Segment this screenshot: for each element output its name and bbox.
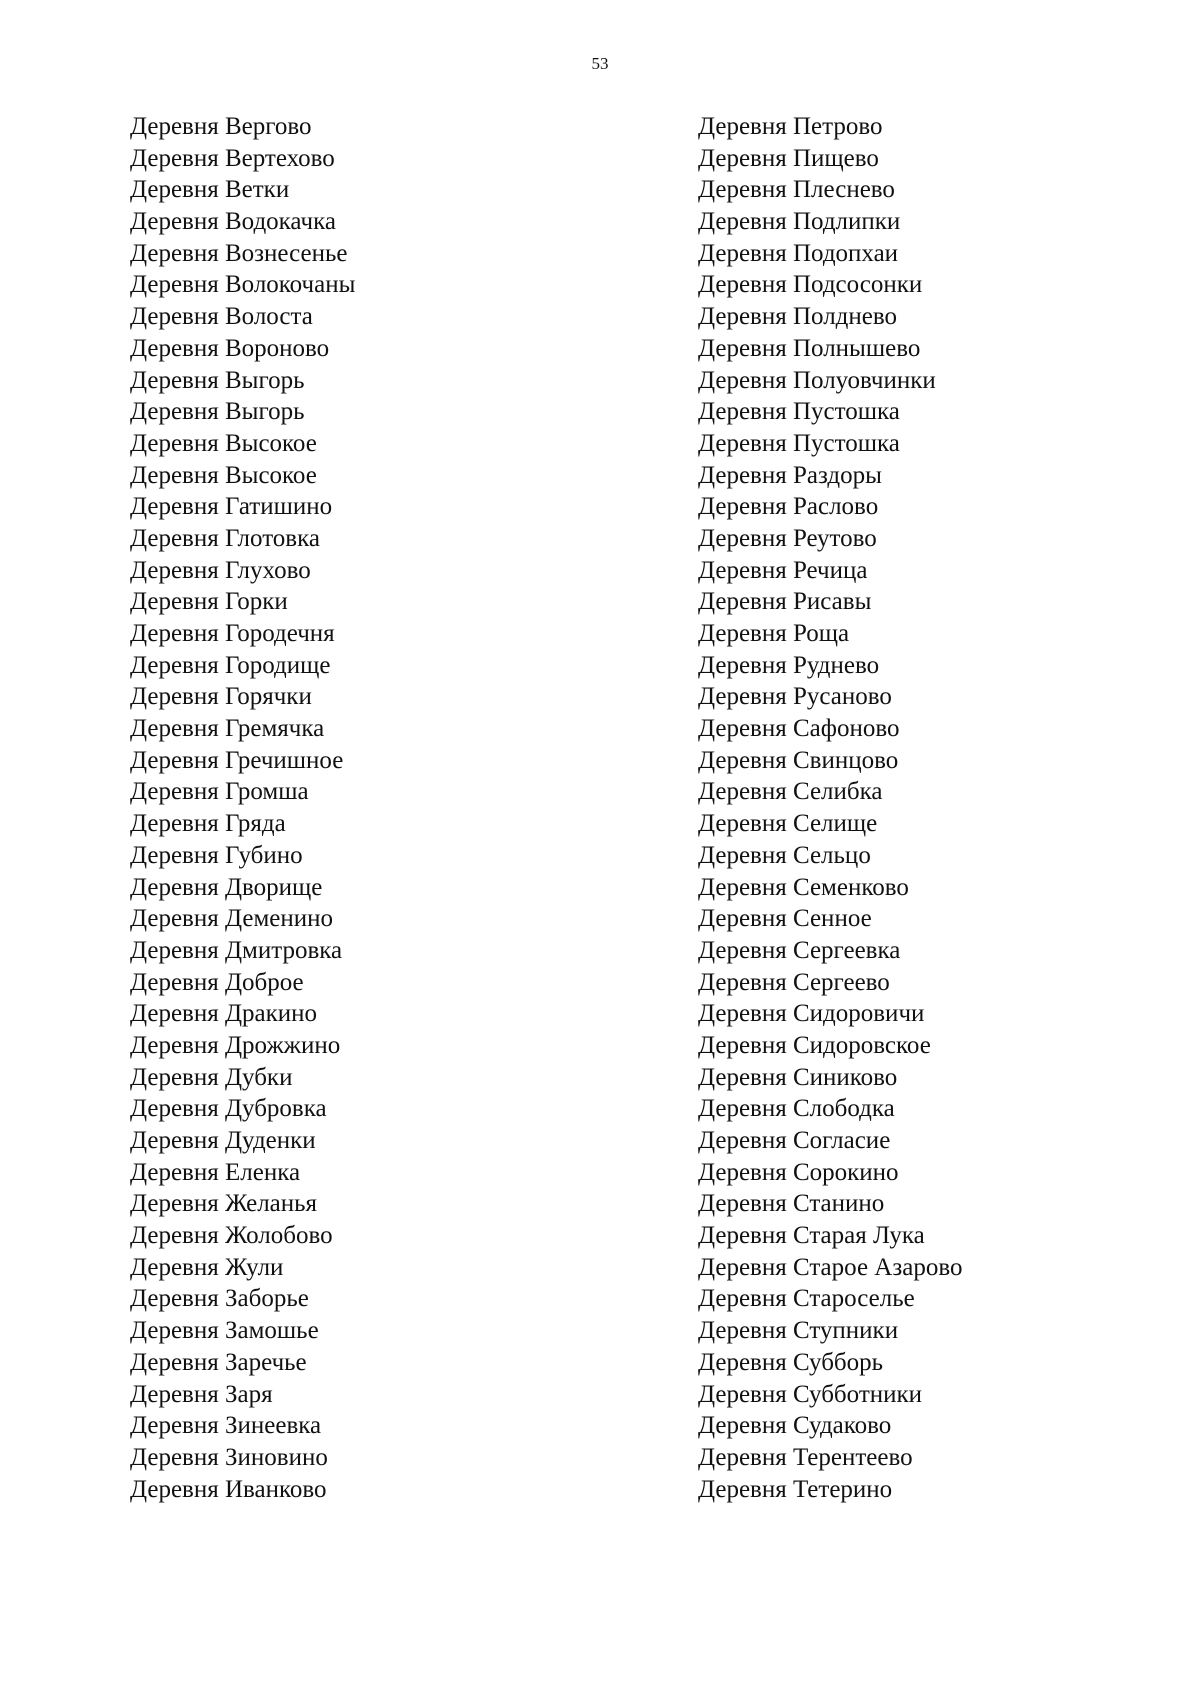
list-item: Деревня Сидоровичи <box>698 1000 925 1028</box>
list-item: Деревня Полднево <box>698 303 898 331</box>
list-item: Деревня Семенково <box>698 873 909 901</box>
list-item: Деревня Горячки <box>130 683 312 711</box>
list-item: Деревня Водокачка <box>130 208 336 236</box>
list-item: Деревня Дракино <box>130 1000 318 1028</box>
list-item: Деревня Плеснево <box>698 176 895 204</box>
list-item: Деревня Заря <box>130 1380 273 1408</box>
list-item: Деревня Раздоры <box>698 461 882 489</box>
list-item: Деревня Городечня <box>130 620 335 647</box>
list-item: Деревня Жули <box>130 1253 284 1281</box>
list-item: Деревня Станино <box>698 1190 885 1218</box>
right-column-list <box>698 111 1178 1505</box>
list-item: Деревня Петрово <box>698 113 883 140</box>
list-item: Деревня Деменино <box>130 905 333 933</box>
list-item: Деревня Глотовка <box>130 524 320 552</box>
list-item: Деревня Полнышево <box>698 334 921 362</box>
list-item: Деревня Пищево <box>698 144 879 172</box>
list-item: Деревня Дмитровка <box>130 936 343 964</box>
list-item: Деревня Городище <box>130 651 331 679</box>
list-item: Деревня Вознесенье <box>130 239 348 267</box>
list-item: Деревня Гремячка <box>130 715 325 743</box>
list-item: Деревня Ветки <box>130 176 290 204</box>
list-item: Деревня Дрожжино <box>130 1031 341 1059</box>
list-item: Деревня Терентеево <box>698 1443 913 1471</box>
list-item: Деревня Пустошка <box>698 429 900 457</box>
list-item: Деревня Староселье <box>698 1285 915 1313</box>
list-item: Деревня Сельцо <box>698 841 871 869</box>
list-item: Деревня Волокочаны <box>130 271 356 299</box>
list-item: Деревня Громша <box>130 778 309 806</box>
list-item: Деревня Выгорь <box>130 398 305 426</box>
list-item: Деревня Свинцово <box>698 746 899 774</box>
list-item: Деревня Высокое <box>130 461 317 489</box>
list-item: Деревня Субборь <box>698 1348 884 1376</box>
list-item: Деревня Зиновино <box>130 1443 328 1471</box>
list-item: Деревня Подсосонки <box>698 271 923 299</box>
list-item: Деревня Сенное <box>698 905 872 933</box>
list-item: Деревня Вергово <box>130 113 312 140</box>
list-item: Деревня Заборье <box>130 1285 309 1313</box>
list-item: Деревня Замошье <box>130 1317 319 1345</box>
list-item: Деревня Сорокино <box>698 1158 899 1186</box>
list-item: Деревня Дворище <box>130 873 323 901</box>
list-item: Деревня Полуовчинки <box>698 366 936 394</box>
list-item: Деревня Гречишное <box>130 746 344 774</box>
list-item: Деревня Рисавы <box>698 588 872 616</box>
list-item: Деревня Селище <box>698 810 878 838</box>
list-item: Деревня Гатишино <box>130 493 333 521</box>
left-column-list <box>130 111 630 1505</box>
list-item: Деревня Селибка <box>698 778 883 806</box>
list-item: Деревня Субботники <box>698 1380 923 1408</box>
list-item: Деревня Сидоровское <box>698 1031 931 1059</box>
list-item: Деревня Подлипки <box>698 208 901 236</box>
list-item: Деревня Руднево <box>698 651 880 679</box>
list-item: Деревня Глухово <box>130 556 311 584</box>
list-item: Деревня Синиково <box>698 1063 898 1091</box>
list-item: Деревня Волоста <box>130 303 313 331</box>
list-item: Деревня Пустошка <box>698 398 900 426</box>
page-number: 53 <box>591 54 609 73</box>
list-item: Деревня Иванково <box>130 1475 327 1503</box>
list-item: Деревня Жолобово <box>130 1222 333 1250</box>
list-item: Деревня Реутово <box>698 524 877 552</box>
list-item: Деревня Роща <box>698 620 850 647</box>
list-item: Деревня Дубки <box>130 1063 293 1091</box>
list-item: Деревня Речица <box>698 556 868 584</box>
list-item: Деревня Согласие <box>698 1127 891 1154</box>
list-item: Деревня Сафоново <box>698 715 900 743</box>
list-item: Деревня Вороново <box>130 334 330 362</box>
list-item: Деревня Губино <box>130 841 303 869</box>
list-item: Деревня Раслово <box>698 493 879 521</box>
list-item: Деревня Старое Азарово <box>698 1253 963 1281</box>
list-item: Деревня Сергеево <box>698 968 890 996</box>
list-item: Деревня Ступники <box>698 1317 899 1345</box>
list-item: Деревня Подопхаи <box>698 239 899 267</box>
list-item: Деревня Вертехово <box>130 144 335 172</box>
list-item: Деревня Дуденки <box>130 1127 316 1154</box>
list-item: Деревня Заречье <box>130 1348 307 1376</box>
list-item: Деревня Еленка <box>130 1158 301 1186</box>
list-item: Деревня Выгорь <box>130 366 305 394</box>
list-item: Деревня Дубровка <box>130 1095 327 1123</box>
list-item: Деревня Русаново <box>698 683 892 711</box>
list-item: Деревня Судаково <box>698 1412 892 1440</box>
list-item: Деревня Слободка <box>698 1095 895 1123</box>
list-item: Деревня Зинеевка <box>130 1412 322 1440</box>
list-item: Деревня Старая Лука <box>698 1222 925 1250</box>
list-item: Деревня Тетерино <box>698 1475 893 1503</box>
list-item: Деревня Доброе <box>130 968 304 996</box>
list-item: Деревня Горки <box>130 588 288 616</box>
list-item: Деревня Гряда <box>130 810 286 838</box>
list-item: Деревня Высокое <box>130 429 317 457</box>
list-item: Деревня Сергеевка <box>698 936 901 964</box>
list-item: Деревня Желанья <box>130 1190 318 1218</box>
